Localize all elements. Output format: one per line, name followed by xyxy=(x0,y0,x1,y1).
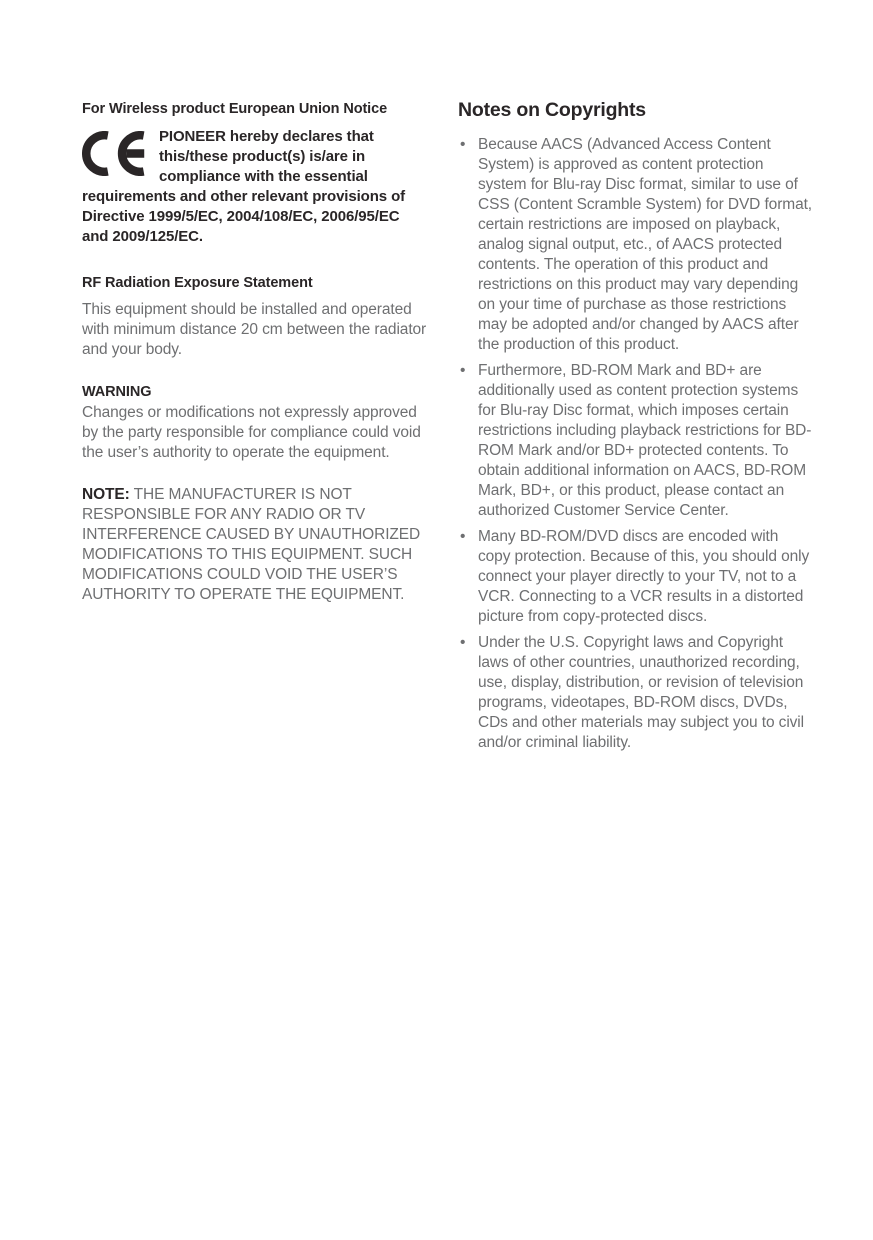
copyright-note-aacs: Because AACS (Advanced Access Content System) is approved as content protection system for Blu-ray Disc format, similar to use of CSS (Content Scramble System) for DVD format, certain restrictions are imposed on playback, analog signal output, etc., of AACS protected contents. The operation of this product and restrictions on this product may vary depending on your time of purchase as those restrictions may be adopted and/or changed by AACS after the production of this product. xyxy=(478,136,813,353)
copyrights-heading: Notes on Copyrights xyxy=(458,99,646,121)
bullet-icon: • xyxy=(460,136,466,153)
note-label: NOTE: xyxy=(82,486,130,503)
ce-declaration-paragraph xyxy=(82,127,428,247)
rf-exposure-body: This equipment should be installed and operated with minimum distance 20 cm between the radiator and your body. xyxy=(82,301,427,358)
warning-heading: WARNING xyxy=(82,384,152,400)
list-item xyxy=(458,527,814,627)
bullet-icon: • xyxy=(460,528,466,545)
list-item xyxy=(458,361,814,521)
ce-mark-icon xyxy=(82,131,148,176)
warning-body: Changes or modifications not expressly approved by the party responsible for compliance could void the user’s authority to operate the equipment. xyxy=(82,404,421,461)
copyright-note-bdrom-mark: Furthermore, BD-ROM Mark and BD+ are additionally used as content protection systems for Blu-ray Disc format, which imposes certain restrictions including playback restrictions for BD-ROM Mark and/or BD+ protected contents. To obtain additional information on AACS, BD-ROM Mark, BD+, or this product, please contact an authorized Customer Service Center. xyxy=(478,362,812,519)
bullet-icon: • xyxy=(460,362,466,379)
copyright-note-us-law: Under the U.S. Copyright laws and Copyright laws of other countries, unauthorized recording, use, display, distribution, or revision of television programs, videotapes, BD-ROM discs, DVDs, CDs and other materials may subject you to civil and/or criminal liability. xyxy=(478,634,804,751)
copyright-note-copy-protection: Many BD-ROM/DVD discs are encoded with copy protection. Because of this, you should only connect your player directly to your TV, not to a VCR. Connecting to a VCR results in a distorted picture from copy-protected discs. xyxy=(478,528,810,625)
note-paragraph xyxy=(82,485,428,605)
list-item xyxy=(458,135,814,355)
left-column xyxy=(82,100,428,605)
rf-exposure-heading: RF Radiation Exposure Statement xyxy=(82,275,313,291)
right-column xyxy=(458,98,814,759)
bullet-icon: • xyxy=(460,634,466,651)
ce-declaration-text: PIONEER hereby declares that this/these product(s) is/are in compliance with the essential requirements and other relevant provisions of Directive 1999/5/EC, 2004/108/EC, 2006/95/EC and 2009/125/EC. xyxy=(82,128,406,245)
wireless-notice-heading: For Wireless product European Union Notice xyxy=(82,101,388,117)
list-item xyxy=(458,633,814,753)
copyright-notes-list xyxy=(458,135,814,753)
note-body: THE MANUFACTURER IS NOT RESPONSIBLE FOR ANY RADIO OR TV INTERFERENCE CAUSED BY UNAUTHORIZED MODIFICATIONS TO THIS EQUIPMENT. SUCH MODIFICATIONS COULD VOID THE USER’S AUTHORITY TO OPERATE THE EQUIPMENT. xyxy=(82,486,421,603)
